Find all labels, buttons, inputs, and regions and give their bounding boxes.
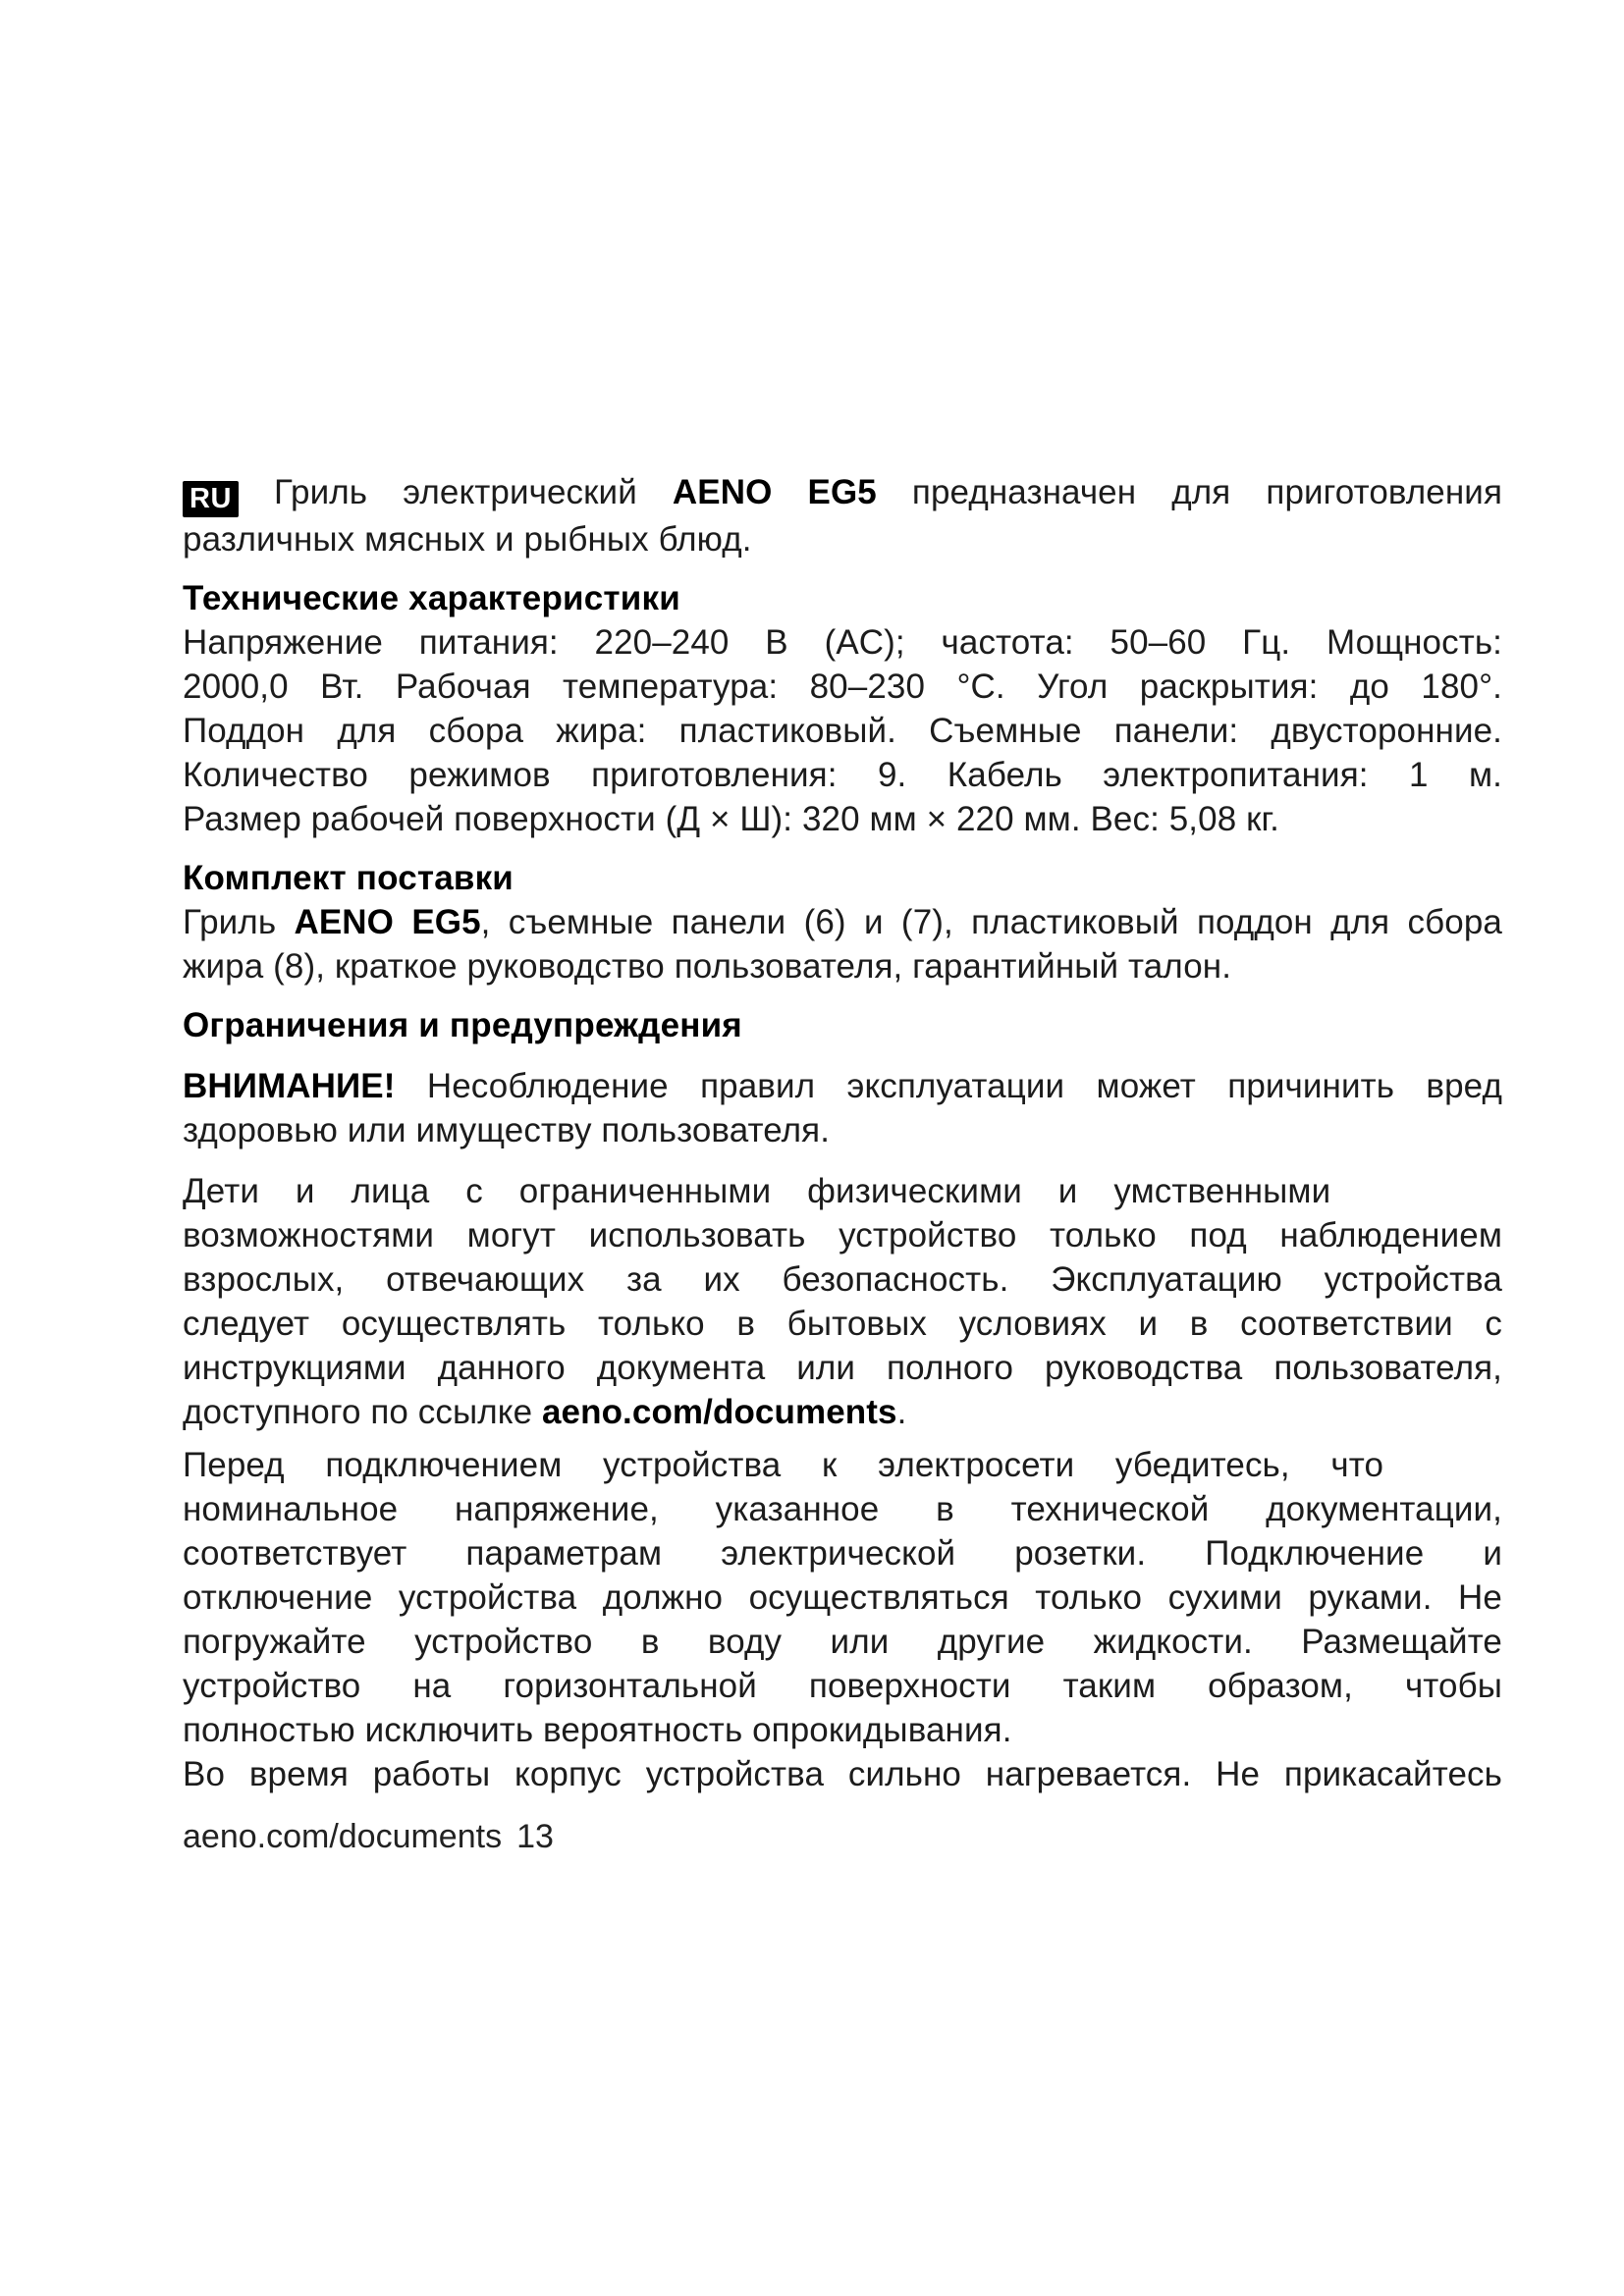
- paragraph: [183, 1752, 1502, 1796]
- text-segment: доступного по ссылке: [183, 1393, 542, 1431]
- text-segment: погружайте устройство в воду или другие жидкости. Размещайте: [183, 1623, 1502, 1661]
- text-segment: .: [896, 1393, 907, 1431]
- text-line: [183, 1213, 1502, 1257]
- paragraph: [183, 620, 1502, 841]
- ru-language-badge: RU: [183, 481, 239, 517]
- text-segment: жира (8), краткое руководство пользователя, гарантийный талон.: [183, 947, 1232, 986]
- bold-text-segment: AENO EG5: [672, 473, 877, 511]
- text-line: [183, 1302, 1502, 1346]
- text-segment: Количество режимов приготовления: 9. Кабель электропитания: 1 м.: [183, 756, 1502, 794]
- text-segment: Несоблюдение правил эксплуатации может причинить вред: [395, 1067, 1502, 1105]
- text-segment: Во время работы корпус устройства сильно нагревается. Не прикасайтесь: [183, 1755, 1502, 1793]
- text-line: [183, 1390, 1502, 1434]
- text-segment: 2000,0 Вт. Рабочая температура: 80–230 °C. Угол раскрытия: до 180°.: [183, 667, 1502, 706]
- text-line: [183, 1108, 1502, 1152]
- text-segment: соответствует параметрам электрической розетки. Подключение и: [183, 1534, 1502, 1573]
- section-heading: Технические характеристики: [183, 579, 680, 617]
- text-line: [183, 665, 1502, 709]
- text-line: [183, 1346, 1502, 1390]
- paragraph: [183, 1169, 1502, 1434]
- text-line: [183, 517, 1502, 561]
- text-segment: устройство на горизонтальной поверхности таким образом, чтобы: [183, 1667, 1502, 1705]
- paragraph: [183, 1064, 1502, 1152]
- text-segment: номинальное напряжение, указанное в технической документации,: [183, 1490, 1502, 1528]
- text-line: [183, 709, 1502, 753]
- paragraph: [183, 900, 1502, 988]
- text-line: [183, 1664, 1502, 1708]
- text-segment: , съемные панели (6) и (7), пластиковый поддон для сбора: [480, 903, 1502, 941]
- section-heading: Комплект поставки: [183, 859, 514, 897]
- text-line: [183, 1752, 1502, 1796]
- text-segment: взрослых, отвечающих за их безопасность. Эксплуатацию устройства: [183, 1260, 1502, 1299]
- text-line: [183, 1620, 1502, 1664]
- text-line: [183, 797, 1502, 841]
- text-line: [183, 1575, 1502, 1620]
- bold-text-segment: ВНИМАНИЕ!: [183, 1067, 396, 1105]
- text-segment: здоровью или имуществу пользователя.: [183, 1111, 831, 1149]
- text-line: [183, 944, 1502, 988]
- text-segment: Дети и лица с ограниченными физическими и умственными: [183, 1172, 1331, 1210]
- text-segment: возможностями могут использовать устройство только под наблюдением: [183, 1216, 1502, 1255]
- text-segment: Гриль электрический: [238, 473, 673, 511]
- text-segment: следует осуществлять только в бытовых условиях и в соответствии с: [183, 1305, 1502, 1343]
- text-line: [183, 620, 1502, 665]
- text-segment: Перед подключением устройства к электросети убедитесь, что: [183, 1446, 1384, 1484]
- text-line: [183, 1487, 1502, 1531]
- text-segment: различных мясных и рыбных блюд.: [183, 520, 752, 559]
- text-line: [183, 753, 1502, 797]
- text-line: [183, 1443, 1383, 1487]
- text-segment: Напряжение питания: 220–240 В (AC); частота: 50–60 Гц. Мощность:: [183, 623, 1502, 662]
- text-segment: полностью исключить вероятность опрокидывания.: [183, 1711, 1012, 1749]
- paragraph: [183, 470, 1502, 561]
- text-line: [183, 470, 1502, 517]
- text-line: [183, 1531, 1502, 1575]
- text-line: [183, 1257, 1502, 1302]
- text-line: [183, 900, 1502, 944]
- bold-text-segment: AENO EG5: [294, 903, 481, 941]
- page-footer: [183, 1815, 554, 1859]
- text-segment: инструкциями данного документа или полного руководства пользователя,: [183, 1349, 1502, 1387]
- text-segment: предназначен для приготовления: [876, 473, 1502, 511]
- bold-text-segment: aeno.com/documents: [541, 1393, 897, 1431]
- section-heading: Ограничения и предупреждения: [183, 1006, 742, 1044]
- footer-link: aeno.com/documents: [183, 1818, 503, 1855]
- document-body: [183, 470, 1502, 1796]
- text-line: [183, 1169, 1330, 1213]
- text-segment: Гриль: [183, 903, 295, 941]
- paragraph: [183, 1443, 1502, 1752]
- text-segment: отключение устройства должно осуществляться только сухими руками. Не: [183, 1578, 1502, 1617]
- text-segment: Размер рабочей поверхности (Д × Ш): 320 мм × 220 мм. Вес: 5,08 кг.: [183, 800, 1279, 838]
- page-number: 13: [516, 1818, 554, 1855]
- text-line: [183, 1708, 1502, 1752]
- text-line: [183, 1064, 1502, 1108]
- text-segment: Поддон для сбора жира: пластиковый. Съемные панели: двусторонние.: [183, 712, 1502, 750]
